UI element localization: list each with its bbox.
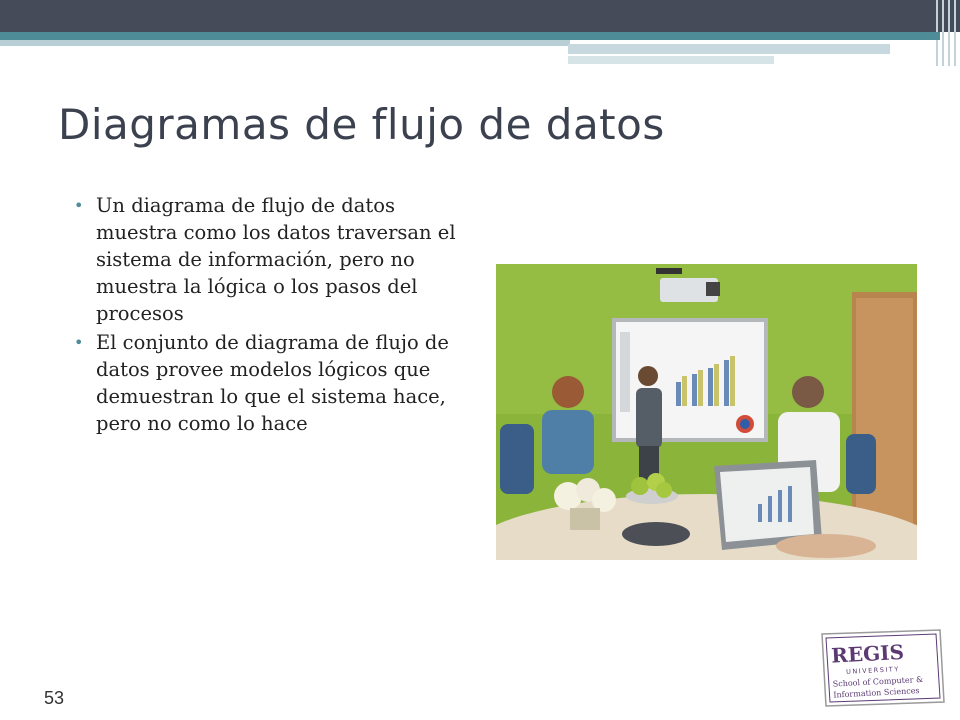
bullet-item <box>72 192 472 327</box>
bullet-icon: • <box>74 196 84 215</box>
bullet-item <box>72 329 472 437</box>
bullet-icon: • <box>74 333 84 352</box>
meeting-photo <box>496 264 917 560</box>
page-number: 53 <box>44 688 65 708</box>
svg-text:REGIS: REGIS <box>830 639 905 668</box>
svg-text:Information Sciences: Information Sciences <box>833 686 920 700</box>
svg-text:School of Computer &: School of Computer & <box>832 674 924 689</box>
light-stripe <box>0 40 570 46</box>
bullet-text: El conjunto de diagrama de flujo de datos provee modelos lógicos que demuestran lo que el sistema hace, pero no como lo hace <box>96 331 449 435</box>
svg-text:UNIVERSITY: UNIVERSITY <box>845 665 900 676</box>
teal-stripe <box>0 32 940 40</box>
bullet-list <box>72 192 472 439</box>
light-stripe-right <box>568 44 890 54</box>
regis-university-logo <box>818 628 946 708</box>
light-stripe-right-lower <box>568 56 774 64</box>
bullet-text: Un diagrama de flujo de datos muestra como los datos traversan el sistema de información, pero no muestra la lógica o los pasos del procesos <box>96 194 456 325</box>
top-banner-bar <box>0 0 960 32</box>
slide-title: Diagramas de flujo de datos <box>58 100 665 149</box>
